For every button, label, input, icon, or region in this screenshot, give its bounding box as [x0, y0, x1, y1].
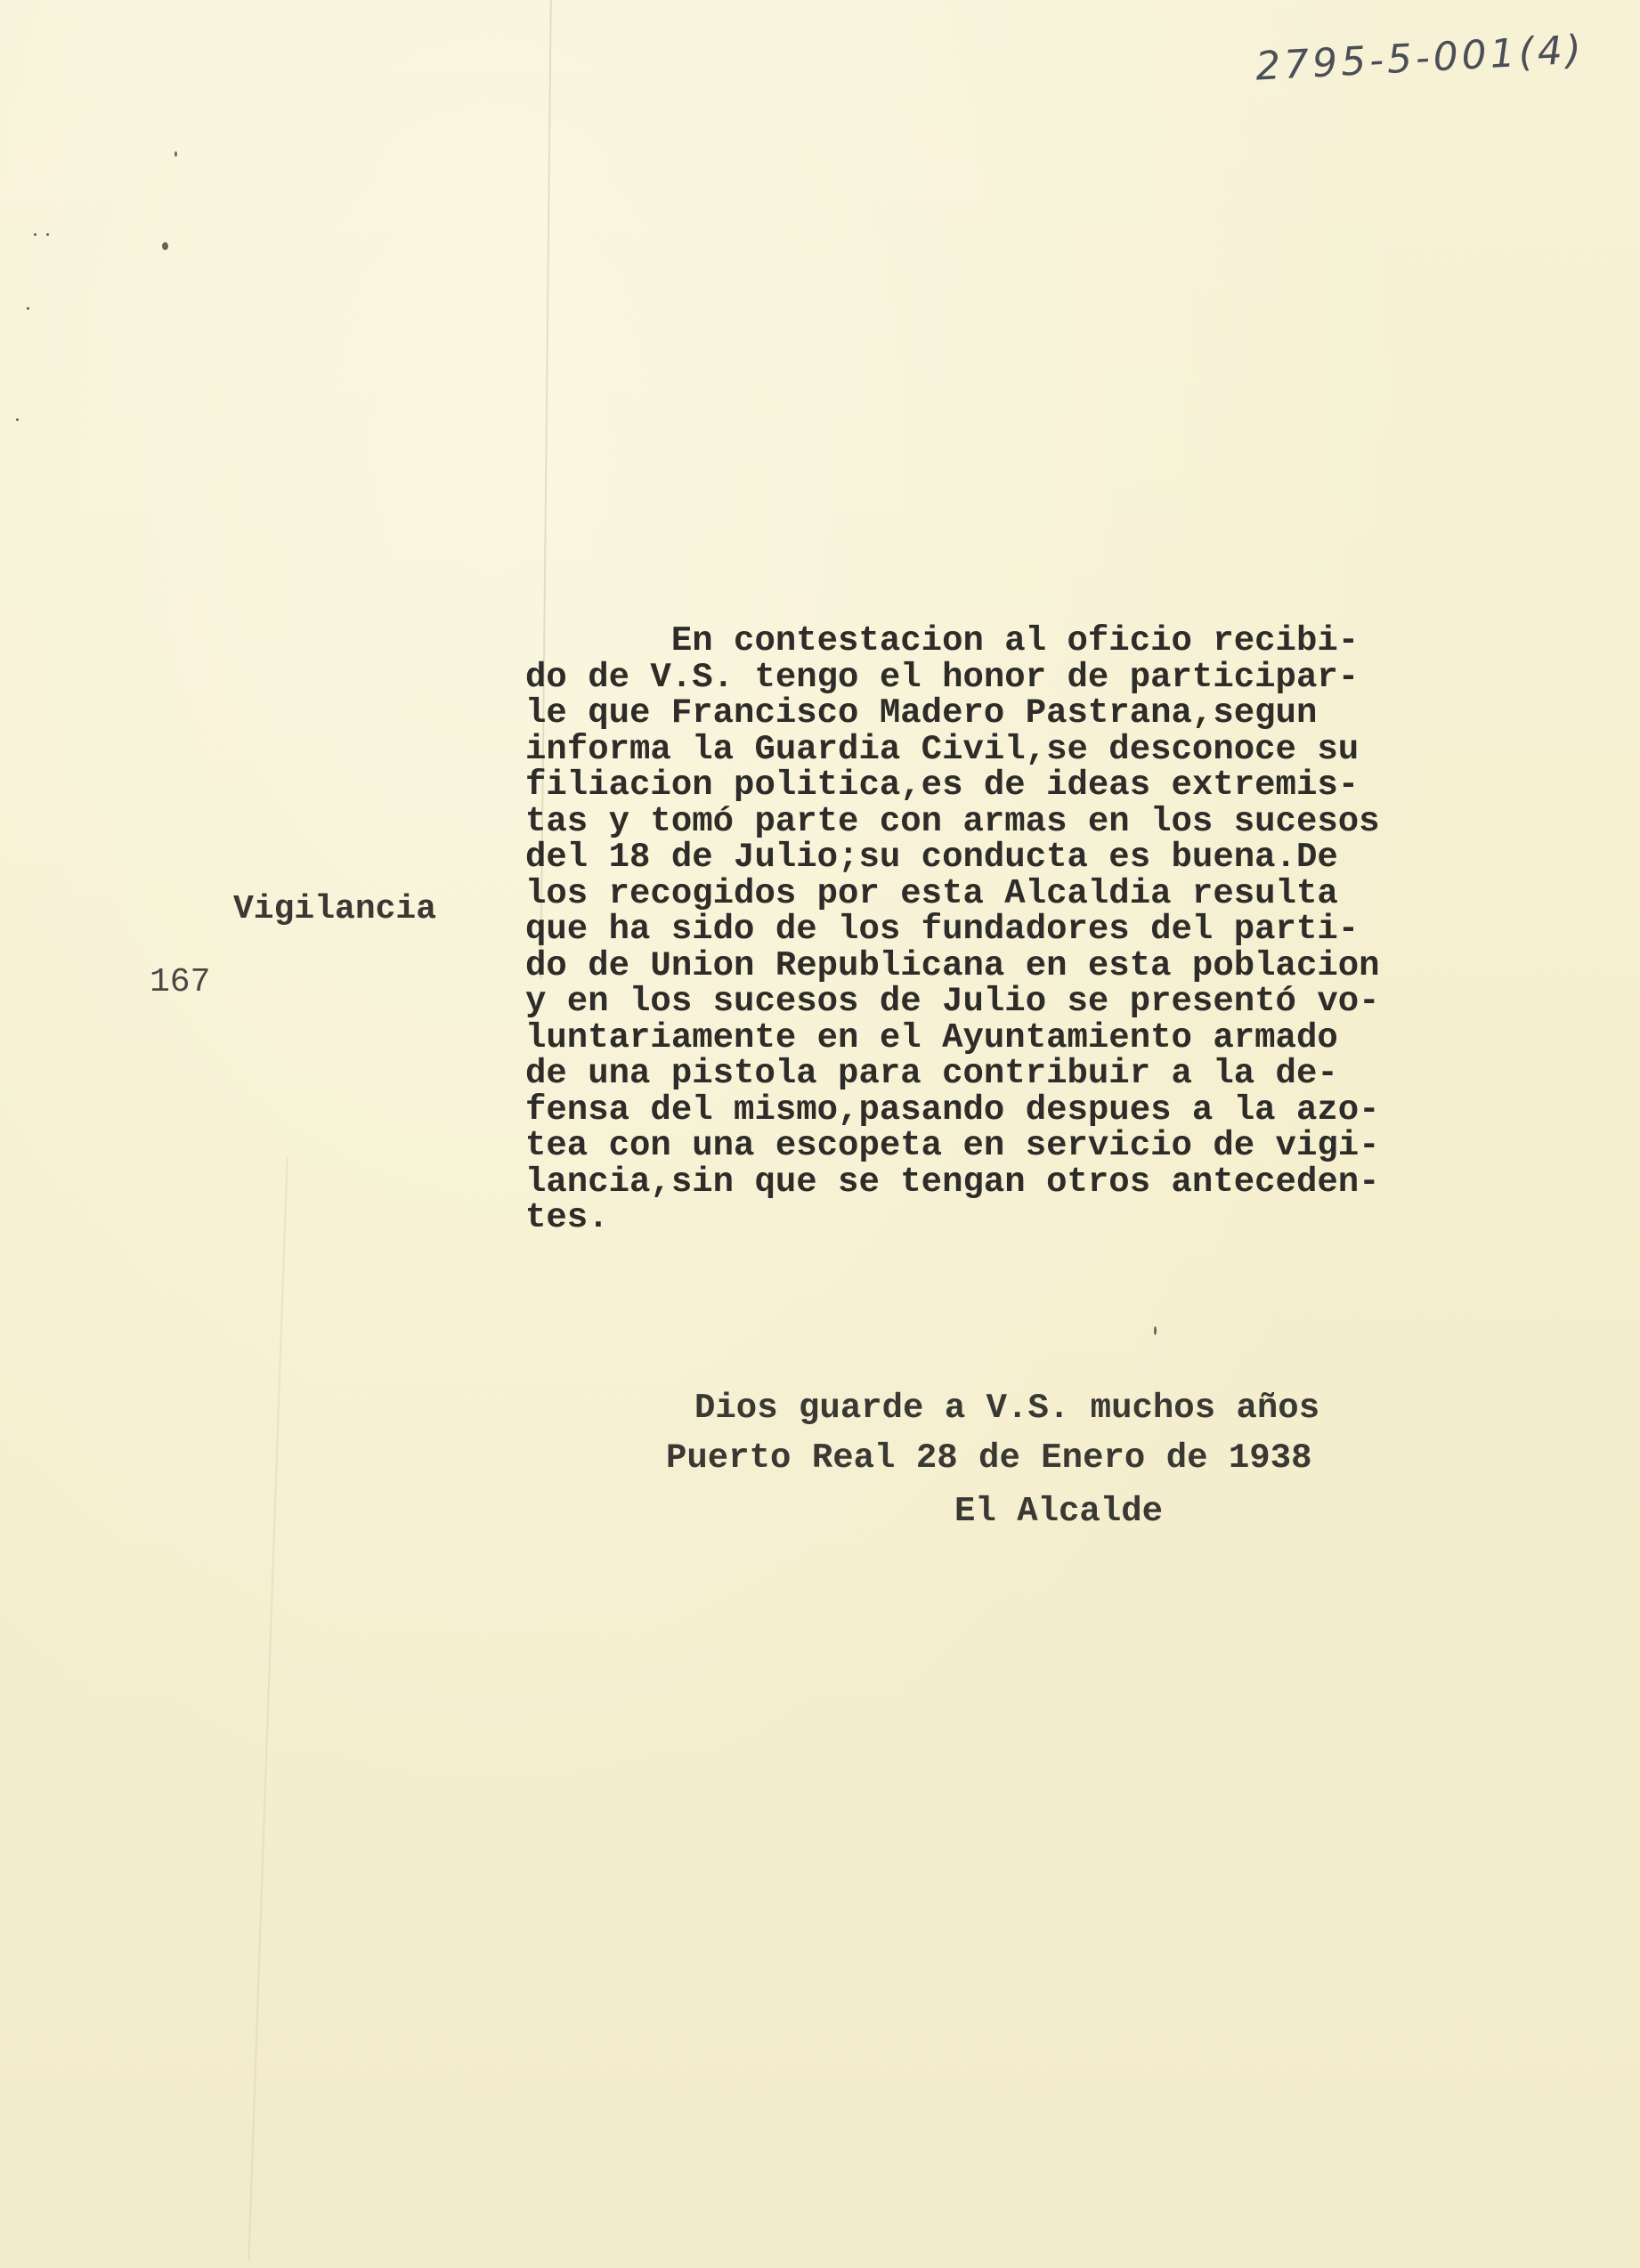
- body-line: do de V.S. tengo el honor de participar-: [525, 657, 1360, 697]
- margin-subject: Vigilancia: [233, 890, 437, 928]
- body-line: do de Union Republicana en esta poblacion: [525, 945, 1380, 985]
- paper-crease: [248, 1157, 288, 2260]
- letter-body: [525, 623, 1629, 1236]
- body-line: fensa del mismo,pasando despues a la azo-: [525, 1089, 1380, 1130]
- body-line: de una pistola para contribuir a la de-: [525, 1054, 1338, 1093]
- body-line: informa la Guardia Civil,se desconoce su: [525, 729, 1360, 769]
- body-line: le que Francisco Madero Pastrana,segun: [525, 693, 1318, 733]
- archive-reference: 2795-5-001(4): [1254, 27, 1587, 90]
- body-line: del 18 de Julio;su conducta es buena.De: [525, 838, 1338, 877]
- closing-salutation: Dios guarde a V.S. muchos años: [694, 1389, 1320, 1428]
- margin-number: 167: [150, 963, 211, 1001]
- body-line: filiacion politica,es de ideas extremis-: [525, 765, 1360, 805]
- closing-signatory: El Alcalde: [954, 1492, 1164, 1531]
- body-line: En contestacion al oficio recibi-: [525, 621, 1360, 660]
- body-line: lancia,sin que se tengan otros anteceden-: [525, 1162, 1380, 1202]
- closing-place-date: Puerto Real 28 de Enero de 1938: [666, 1438, 1312, 1478]
- body-line: luntariamente en el Ayuntamiento armado: [525, 1017, 1338, 1057]
- body-line: tea con una escopeta en servicio de vigi-: [525, 1126, 1380, 1165]
- body-line: y en los sucesos de Julio se presentó vo-: [525, 982, 1380, 1021]
- body-line: los recogidos por esta Alcaldia resulta: [525, 873, 1338, 913]
- body-line: tes.: [525, 1198, 609, 1237]
- body-line: tas y tomó parte con armas en los sucesos: [525, 801, 1380, 841]
- body-line: que ha sido de los fundadores del parti-: [525, 910, 1360, 949]
